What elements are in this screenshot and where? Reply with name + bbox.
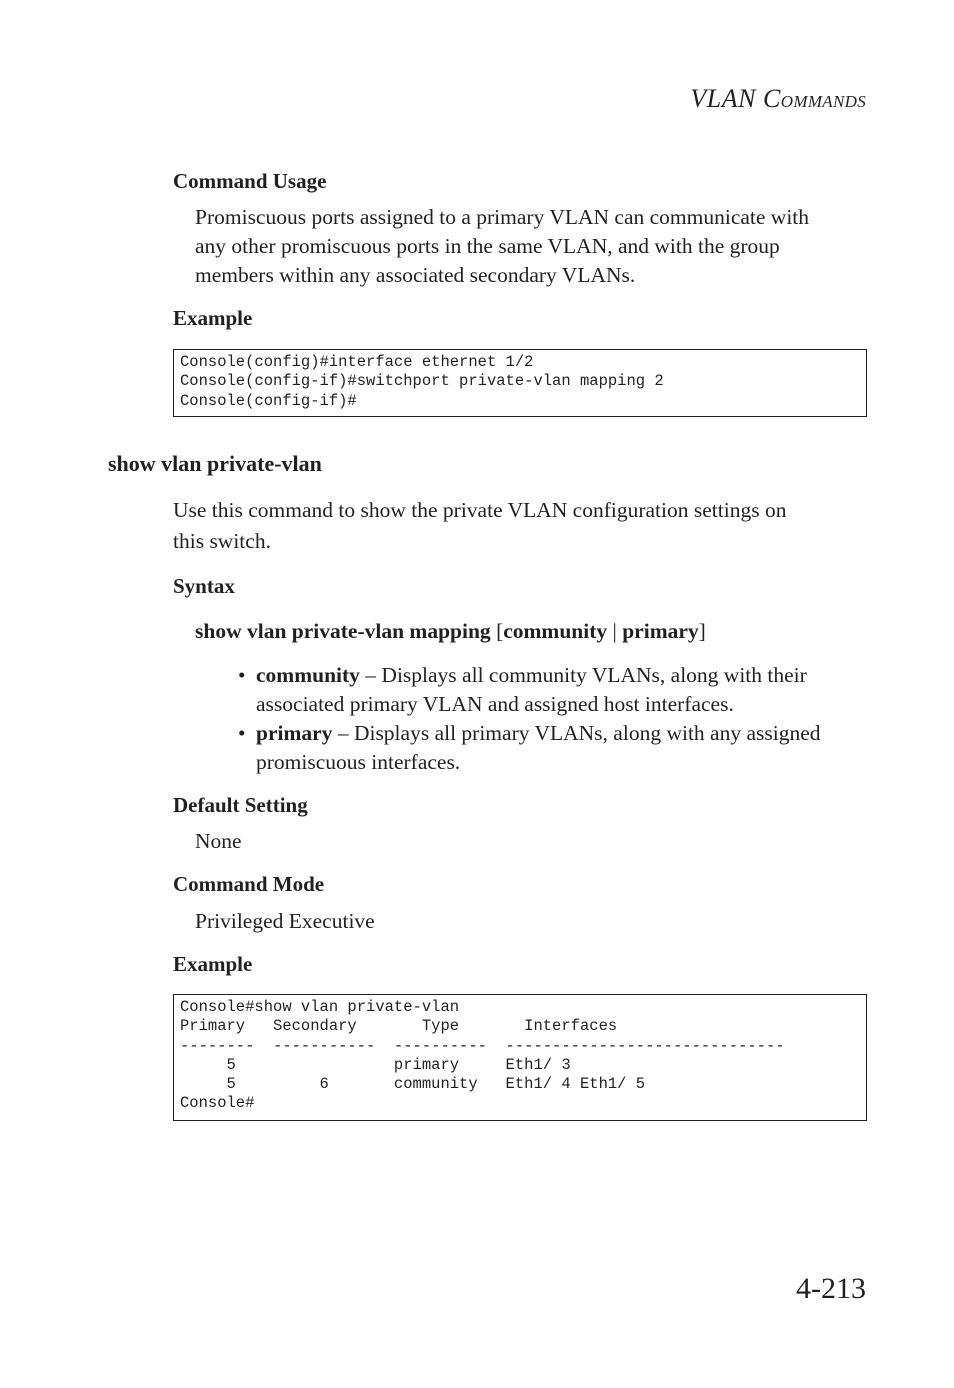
syntax-separator: | — [607, 619, 623, 643]
bullet-primary — [238, 719, 821, 777]
command-mode-value: Privileged Executive — [195, 909, 375, 933]
code-line: Console(config-if)#switchport private-vlan mapping 2 — [180, 372, 664, 391]
code-block-1 — [173, 349, 867, 417]
code-line: 5 6 community Eth1/ 4 Eth1/ 5 — [180, 1075, 646, 1094]
running-header-main: VLAN C — [690, 84, 781, 113]
bullet-desc-cont: promiscuous interfaces. — [256, 750, 461, 774]
bullet-term: primary — [256, 721, 333, 745]
syntax-heading: Syntax — [173, 574, 235, 598]
section-intro — [173, 495, 786, 557]
syntax-option-primary: primary — [622, 619, 699, 643]
syntax-bracket-close: ] — [698, 619, 706, 643]
code-block-2 — [173, 994, 867, 1121]
syntax-bracket-open: [ — [490, 619, 504, 643]
section-title: show vlan private-vlan — [108, 451, 322, 476]
code-line: -------- ----------- ---------- ------------------------------ — [180, 1036, 785, 1055]
bullet-desc-cont: associated primary VLAN and assigned host interfaces. — [256, 692, 734, 716]
bullet-desc: – Displays all primary VLANs, along with any assigned — [332, 721, 821, 745]
bullet-dot-icon: • — [238, 663, 246, 687]
default-setting-value: None — [195, 829, 242, 853]
syntax-line — [195, 619, 706, 644]
syntax-option-community: community — [503, 619, 608, 643]
code-line: 5 primary Eth1/ 3 — [180, 1055, 571, 1074]
command-mode-heading: Command Mode — [173, 872, 325, 896]
syntax-command: show vlan private-vlan mapping — [195, 619, 491, 643]
bullet-term: community — [256, 663, 360, 687]
default-setting-heading: Default Setting — [173, 793, 308, 817]
command-usage-line: any other promiscuous ports in the same VLAN, and with the group — [195, 234, 780, 258]
command-usage-line: members within any associated secondary VLANs. — [195, 263, 636, 287]
command-usage-text — [195, 203, 809, 290]
intro-line: Use this command to show the private VLAN configuration settings on — [173, 498, 787, 522]
intro-line: this switch. — [173, 529, 271, 553]
code-line: Primary Secondary Type Interfaces — [180, 1017, 618, 1036]
running-header — [690, 84, 866, 114]
bullet-desc: – Displays all community VLANs, along with their — [359, 663, 807, 687]
running-header-smallcaps: OMMANDS — [780, 92, 866, 111]
code-line: Console#show vlan private-vlan — [180, 998, 460, 1016]
bullet-dot-icon: • — [238, 721, 246, 745]
example-heading-2: Example — [173, 952, 253, 976]
code-line: Console# — [180, 1094, 255, 1113]
bullet-community — [238, 661, 807, 719]
code-line: Console(config)#interface ethernet 1/2 — [180, 353, 534, 371]
code-line: Console(config-if)# — [180, 391, 357, 410]
example-heading-1: Example — [173, 306, 253, 330]
page-number: 4-213 — [796, 1272, 866, 1305]
command-usage-line: Promiscuous ports assigned to a primary VLAN can communicate with — [195, 205, 810, 229]
command-usage-heading: Command Usage — [173, 169, 327, 193]
